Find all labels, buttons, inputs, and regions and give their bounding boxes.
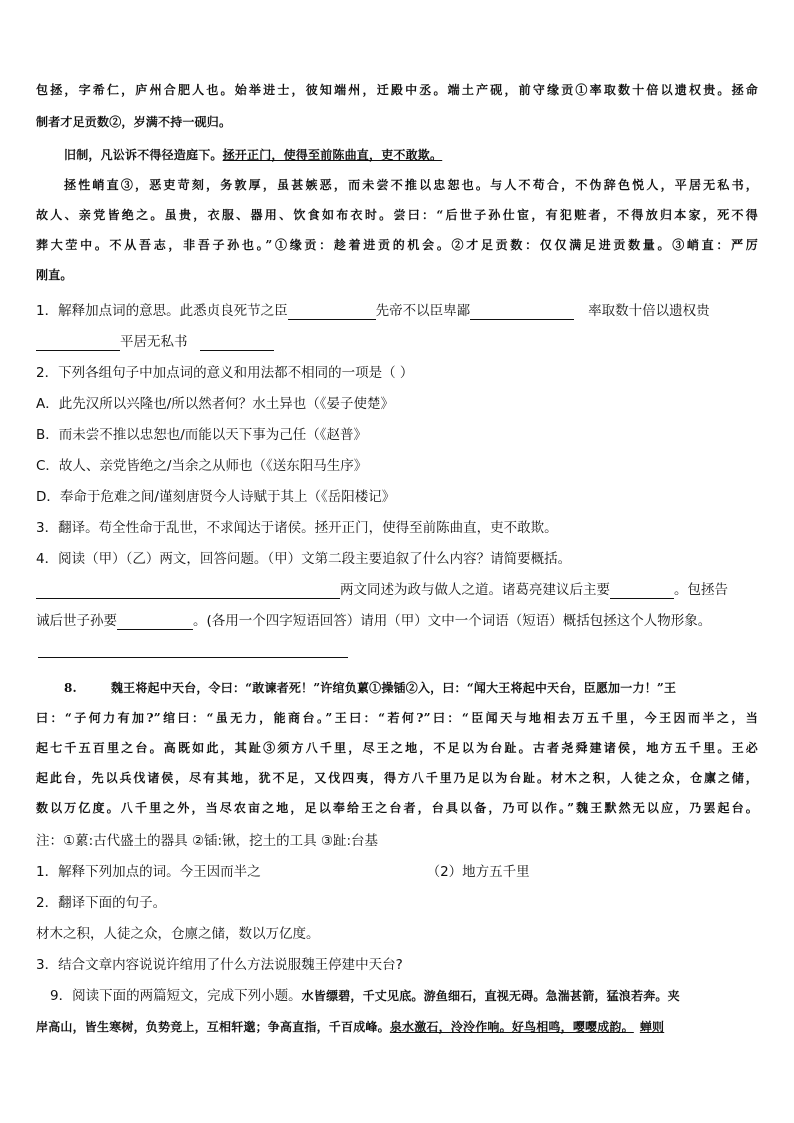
- p9-line-2: [36, 1018, 758, 1036]
- q1-end: 率取数十倍以遗权贵: [588, 303, 710, 319]
- p8-line-3: 起七千五百里之台。高既如此，其趾③须方八千里，尽王之地，不足以为台趾。古者尧舜建诸侯，地方五千里。王必: [36, 741, 758, 755]
- q4-line2a: 两文同述为政与做人之道。诸葛亮建议后主要: [340, 582, 610, 598]
- passage-line-5: 故人、亲党皆绝之。虽贵，衣服、器用、饮食如布衣时。尝曰：“后世子孙仕宦，有犯赃者，不得放归本家，死不得: [36, 208, 758, 222]
- q1-prefix: 1．解释加点词的意思。此悉贞良死节之臣: [36, 303, 288, 319]
- passage-line-3a: 旧制，凡讼诉不得径造庭下。: [64, 148, 223, 162]
- p8-line-2: 曰：“子何力有加?”绾曰：“虽无力，能商台。”王曰：“若何?”曰：“臣闻天与地相去万五千里，今王因而半之，当: [36, 711, 758, 725]
- passage-line-7: 刚直。: [36, 268, 73, 282]
- q1-blank-3[interactable]: [36, 336, 120, 351]
- q1-blank-2[interactable]: [470, 305, 574, 320]
- q3-stem: 3．翻译。苟全性命于乱世，不求闻达于诸侯。拯开正门，使得至前陈曲直，吏不敢欺。: [36, 520, 558, 536]
- passage-line-2: 制者才足贡数②，岁满不持一砚归。: [36, 115, 232, 129]
- p8-line-5: 数以万亿度。八千里之外，当尽农亩之地，足以奉给王之台者，台具以备，乃可以作。”魏王默然无以应，乃罢起台。: [36, 801, 758, 815]
- q2-option-a: A．此先汉所以兴隆也/所以然者何？水土异也（《晏子使楚》: [36, 396, 395, 412]
- passage-line-4: 拯性峭直③，恶吏苛刻，务敦厚，虽甚嫉恶，而未尝不推以忠恕也。与人不苟合，不伪辞色悦人，平居无私书，: [64, 178, 758, 192]
- p8-q1b: （2）地方五千里: [426, 864, 530, 880]
- p8-q2: 2．翻译下面的句子。: [36, 895, 167, 911]
- q2-option-c: C．故人、亲党皆绝之/当余之从师也（《送东阳马生序》: [36, 458, 368, 474]
- p8-q3: 3．结合文章内容说说许绾用了什么方法说服魏王停建中天台?: [36, 957, 403, 973]
- q4-answer-line[interactable]: [38, 657, 348, 658]
- q2-stem: 2．下列各组句子中加点词的意义和用法都不相同的一项是（ ）: [36, 365, 414, 381]
- p8-line-1: [64, 679, 758, 697]
- q4-line-3: [36, 612, 758, 630]
- q4-line-2: [36, 581, 758, 599]
- p8-number: 8.: [64, 681, 77, 695]
- q1-mid: 先帝不以臣卑鄙: [375, 303, 471, 319]
- q1-blank-1[interactable]: [288, 305, 376, 320]
- p9-prefix: 9．阅读下面的两篇短文，完成下列小题。: [50, 988, 302, 1004]
- p8-q1a: 1．解释下列加点的词。今王因而半之: [36, 864, 261, 880]
- passage-line-1: 包拯，字希仁，庐州合肥人也。始举进士，彼知端州，迁殿中丞。端土产砚，前守缘贡①率取数十倍以遗权贵。拯命: [36, 83, 758, 97]
- q1-line-1: [36, 302, 758, 320]
- passage-line-3: [64, 146, 758, 164]
- p8-q2-sentence: 材木之积，人徒之众，仓廪之储，数以万亿度。: [36, 926, 320, 942]
- q4-line2b: 。包拯告: [674, 582, 728, 598]
- q4-blank-1[interactable]: [36, 584, 340, 599]
- passage-line-3b-underlined: 拯开正门，使得至前陈曲直，吏不敢欺。: [222, 148, 443, 162]
- p9-text-1: 水皆缥碧，千丈见底。游鱼细石，直视无碍。急湍甚箭，猛浪若奔。夹: [301, 989, 680, 1003]
- p8-text-1: 魏王将起中天台，令曰：“敢谏者死！”许绾负蔂①操锸②入，曰：“闻大王将起中天台，臣愿加一力！”王: [110, 681, 677, 695]
- p9-text-2c-underlined: 蝉则: [639, 1020, 665, 1034]
- q2-option-d: D．奉命于危难之间/谨刻唐贤今人诗赋于其上（《岳阳楼记》: [36, 489, 396, 505]
- q1-line2-end: 平居无私书: [120, 334, 188, 350]
- q1-blank-4[interactable]: [200, 336, 274, 351]
- q2-option-b: B．而未尝不推以忠恕也/而能以天下事为己任（《赵普》: [36, 427, 368, 443]
- q1-line-2: [36, 333, 758, 351]
- q4-blank-3[interactable]: [117, 615, 193, 630]
- passage-line-6: 葬大茔中。不从吾志，非吾子孙也。”①缘贡：趁着进贡的机会。②才足贡数：仅仅满足进贡数量。③峭直：严厉: [36, 238, 758, 252]
- q4-blank-2[interactable]: [610, 584, 674, 599]
- q4-line3a: 诫后世子孙要: [36, 613, 117, 629]
- p9-line-1: [50, 987, 758, 1006]
- p8-line-4: 起此台，先以兵伐诸侯，尽有其地，犹不足，又伐四夷，得方八千里乃足以为台趾。材木之积，人徒之众，仓廪之储，: [36, 771, 758, 785]
- p8-note: 注：①蔂:古代盛土的器具 ②锸:锹，挖土的工具 ③趾:台基: [36, 833, 379, 849]
- p9-text-2a: 岸高山，皆生寒树，负势竞上，互相轩邈；争高直指，千百成峰。: [36, 1020, 390, 1034]
- p9-text-2b-underlined: 泉水激石，泠泠作响。好鸟相鸣，嘤嘤成韵。: [389, 1020, 634, 1034]
- q4-stem: 4．阅读（甲）（乙）两文，回答问题。（甲）文第二段主要追叙了什么内容？请简要概括。: [36, 551, 572, 567]
- p8-q1: [36, 863, 758, 881]
- q4-line3b: 。(各用一个四字短语回答）请用（甲）文中一个词语（短语）概括包拯这个人物形象。: [193, 613, 712, 629]
